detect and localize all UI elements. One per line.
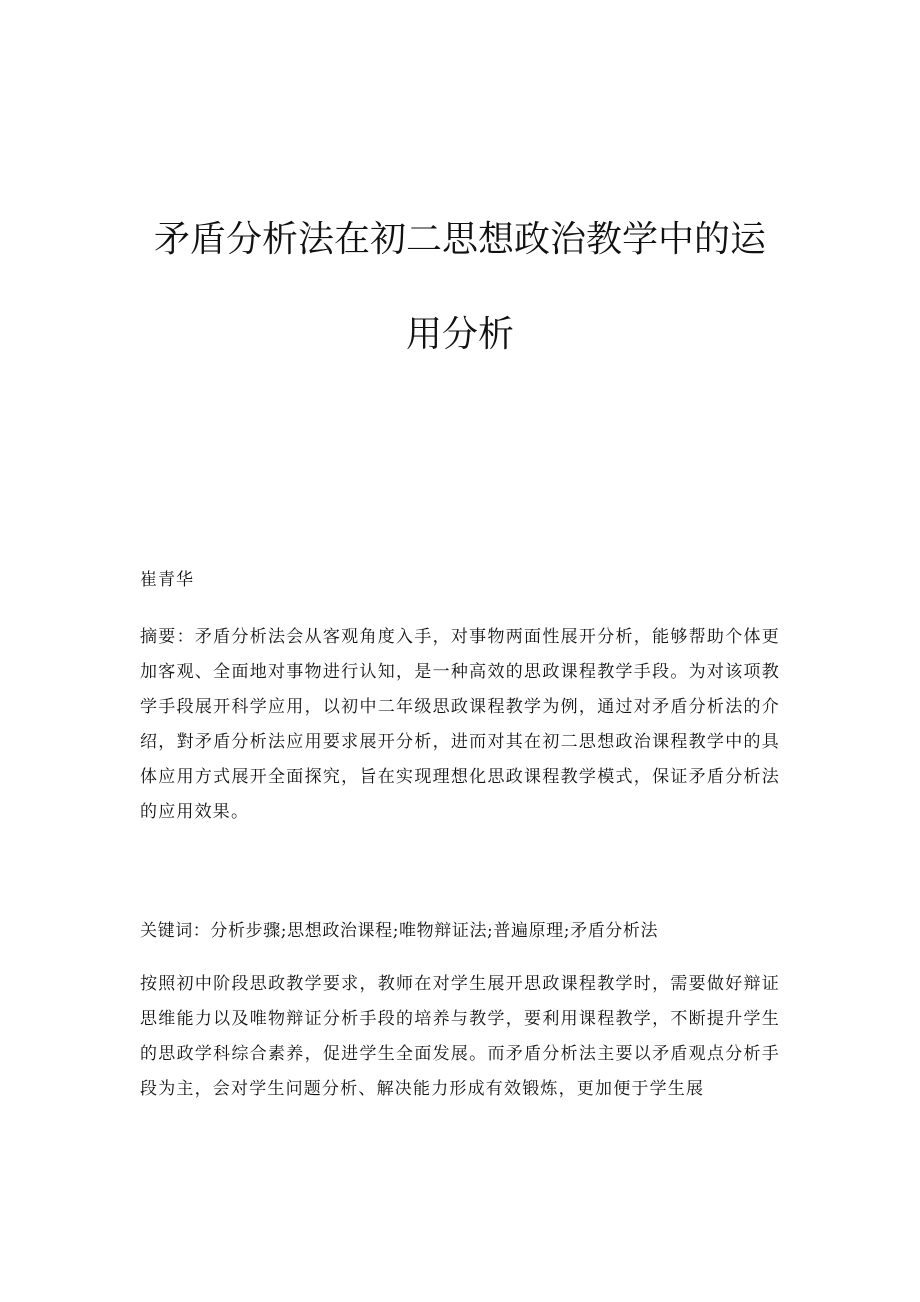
keywords-line: 关键词：分析步骤;思想政治课程;唯物辩证法;普遍原理;矛盾分析法 <box>140 921 659 941</box>
author-name: 崔青华 <box>140 570 194 590</box>
document-title-line-2: 用分析 <box>405 314 514 355</box>
intro-paragraph: 按照初中阶段思政教学要求，教师在对学生展开思政课程教学时，需要做好辩证思维能力以及唯物辩证分析手段的培养与教学，要利用课程教学，不断提升学生的思政学科综合素养，促进学生全面发展。而矛盾分析法主要以矛盾观点分析手段为主，会对学生问题分析、解决能力形成有效锻炼，更加便于学生展 <box>140 974 780 1099</box>
abstract-paragraph: 摘要：矛盾分析法会从客观角度入手，对事物两面性展开分析，能够帮助个体更加客观、全面地对事物进行认知，是一种高效的思政课程教学手段。为对该项教学手段展开科学应用，以初中二年级思政课程教学为例，通过对矛盾分析法的介绍，對矛盾分析法应用要求展开分析，进而对其在初二思想政治课程教学中的具体应用方式展开全面探究，旨在实现理想化思政课程教学模式，保证矛盾分析法的应用效果。 <box>140 627 780 822</box>
document-title-line-1: 矛盾分析法在初二思想政治教学中的运 <box>153 219 766 260</box>
